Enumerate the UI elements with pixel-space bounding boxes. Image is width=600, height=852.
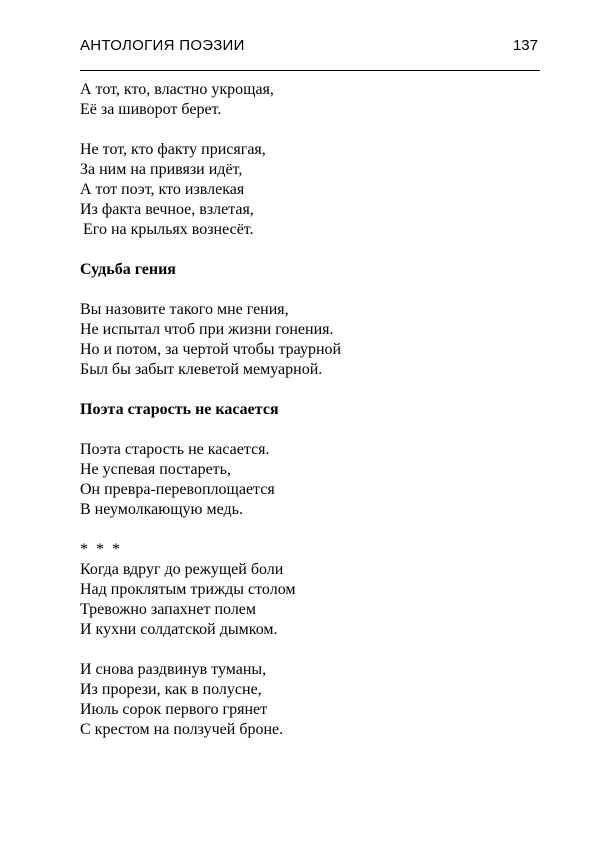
stanza <box>80 140 540 240</box>
page-body <box>80 80 540 760</box>
verse-line: Из прорези, как в полусне, <box>80 681 262 698</box>
page-header <box>80 36 540 71</box>
verse-line: И снова раздвинув туманы, <box>80 661 267 678</box>
stanza <box>80 300 540 380</box>
verse-line: Из факта вечное, взлетая, <box>80 201 254 218</box>
verse-line: Не успевая постареть, <box>80 461 231 478</box>
stanza <box>80 660 540 740</box>
verse-line: Он превра-перевоплощается <box>80 481 275 498</box>
verse-line: Но и потом, за чертой чтобы траурной <box>80 341 342 358</box>
verse-line: А тот поэт, кто извлекая <box>80 181 245 198</box>
verse-line: Её за шиворот берет. <box>80 101 222 118</box>
poem-title: Судьба гения <box>80 261 176 278</box>
verse-line: И кухни солдатской дымком. <box>80 621 278 638</box>
verse-line: Июль сорок первого грянет <box>80 701 268 718</box>
running-title: АНТОЛОГИЯ ПОЭЗИИ <box>80 37 245 54</box>
stanza <box>80 80 540 120</box>
verse-line: Когда вдруг до режущей боли <box>80 561 284 578</box>
verse-line: А тот, кто, властно укрощая, <box>80 81 274 98</box>
verse-line: Не испытал чтоб при жизни гонения. <box>80 321 334 338</box>
stanza <box>80 540 540 640</box>
verse-line: Поэта старость не касается. <box>80 441 270 458</box>
verse-line: Не тот, кто факту присягая, <box>80 141 266 158</box>
verse-line: За ним на привязи идёт, <box>80 161 243 178</box>
verse-line: Вы назовите такого мне гения, <box>80 301 289 318</box>
verse-line: Его на крыльях вознесёт. <box>83 221 254 238</box>
poem-title: Поэта старость не касается <box>80 401 279 418</box>
verse-line: В неумолкающую медь. <box>80 501 243 518</box>
verse-line: Над проклятым трижды столом <box>80 581 296 598</box>
verse-line: Был бы забыт клеветой мемуарной. <box>80 361 323 378</box>
stanza <box>80 440 540 520</box>
verse-line: С крестом на ползучей броне. <box>80 721 284 738</box>
section-separator: * * * <box>80 541 122 558</box>
verse-line: Тревожно запахнет полем <box>80 601 257 618</box>
page-number: 137 <box>512 37 538 54</box>
